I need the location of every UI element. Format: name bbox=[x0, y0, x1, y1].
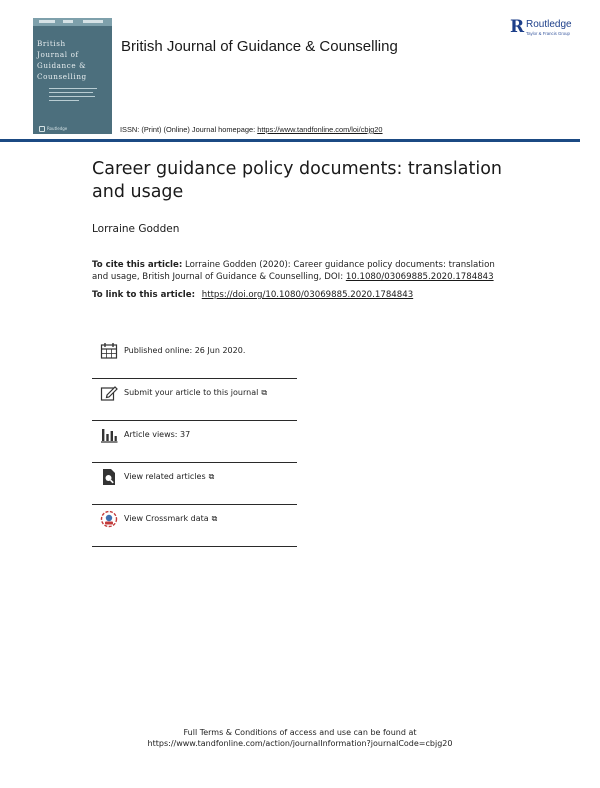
related-row[interactable] bbox=[92, 463, 297, 505]
cover-top-mark bbox=[83, 20, 103, 23]
external-link-icon: ⧉ bbox=[261, 388, 268, 397]
routledge-r-icon: R bbox=[510, 17, 525, 37]
footer bbox=[0, 727, 600, 749]
cite-label: To cite this article: bbox=[92, 260, 183, 270]
crossmark-label: View Crossmark data bbox=[124, 514, 209, 523]
cite-text: Lorraine Godden (2020): Career guidance policy documents: translation and usage, British Journal of Guidance & Counselling, DOI: bbox=[92, 260, 495, 282]
cover-subtitle-line bbox=[49, 100, 79, 101]
article-author: Lorraine Godden bbox=[92, 223, 180, 235]
footer-terms-text: Full Terms & Conditions of access and use can be found at bbox=[183, 728, 417, 737]
related-articles-icon bbox=[100, 468, 118, 486]
cover-publisher-logo: Routledge bbox=[39, 126, 67, 132]
bar-chart-icon bbox=[100, 426, 118, 444]
article-views: Article views: 37 bbox=[124, 430, 191, 439]
cover-subtitle-line bbox=[49, 88, 97, 89]
routledge-logo[interactable] bbox=[510, 17, 590, 43]
submit-article-label: Submit your article to this journal bbox=[124, 388, 259, 397]
external-link-icon: ⧉ bbox=[208, 472, 215, 481]
routledge-tagline: Taylor & Francis Group bbox=[526, 31, 570, 36]
submit-article-link[interactable] bbox=[124, 388, 267, 398]
edit-icon bbox=[100, 384, 118, 402]
submit-row[interactable] bbox=[92, 379, 297, 421]
cover-title bbox=[37, 38, 111, 82]
crossmark-row[interactable] bbox=[92, 505, 297, 547]
related-articles-link[interactable] bbox=[124, 472, 214, 482]
article-title: Career guidance policy documents: translation and usage bbox=[92, 159, 503, 202]
journal-title: British Journal of Guidance & Counselling bbox=[121, 38, 398, 55]
article-link-line bbox=[92, 290, 413, 300]
external-link-icon: ⧉ bbox=[211, 514, 218, 523]
issn-line bbox=[120, 125, 383, 134]
footer-terms-link[interactable]: https://www.tandfonline.com/action/journalInformation?journalCode=cbjg20 bbox=[147, 739, 453, 748]
issn-label: ISSN: (Print) (Online) Journal homepage: bbox=[120, 125, 256, 134]
cover-title-line: Counselling bbox=[37, 72, 87, 81]
link-label: To link to this article: bbox=[92, 290, 196, 300]
journal-cover-image bbox=[33, 18, 112, 134]
views-row bbox=[92, 421, 297, 463]
cover-title-line: Journal of bbox=[37, 50, 79, 59]
article-info-list bbox=[92, 337, 297, 547]
header-rule bbox=[0, 139, 580, 142]
routledge-name: Routledge bbox=[526, 19, 572, 30]
crossmark-icon bbox=[100, 510, 118, 528]
cover-subtitle-line bbox=[49, 96, 95, 97]
doi-link[interactable]: 10.1080/03069885.2020.1784843 bbox=[345, 272, 494, 282]
cover-top-mark bbox=[39, 20, 55, 23]
related-articles-label: View related articles bbox=[124, 472, 206, 481]
cover-title-line: Guidance & bbox=[37, 61, 87, 70]
calendar-icon bbox=[100, 342, 118, 360]
published-row bbox=[92, 337, 297, 379]
crossmark-link[interactable] bbox=[124, 514, 217, 524]
cover-subtitle-line bbox=[49, 92, 93, 93]
cover-title-line: British bbox=[37, 39, 66, 48]
journal-homepage-link[interactable]: https://www.tandfonline.com/loi/cbjg20 bbox=[257, 125, 383, 134]
cover-top-mark bbox=[63, 20, 73, 23]
published-date: Published online: 26 Jun 2020. bbox=[124, 346, 246, 355]
article-url-link[interactable]: https://doi.org/10.1080/03069885.2020.1784843 bbox=[201, 290, 414, 300]
citation-block bbox=[92, 259, 512, 283]
